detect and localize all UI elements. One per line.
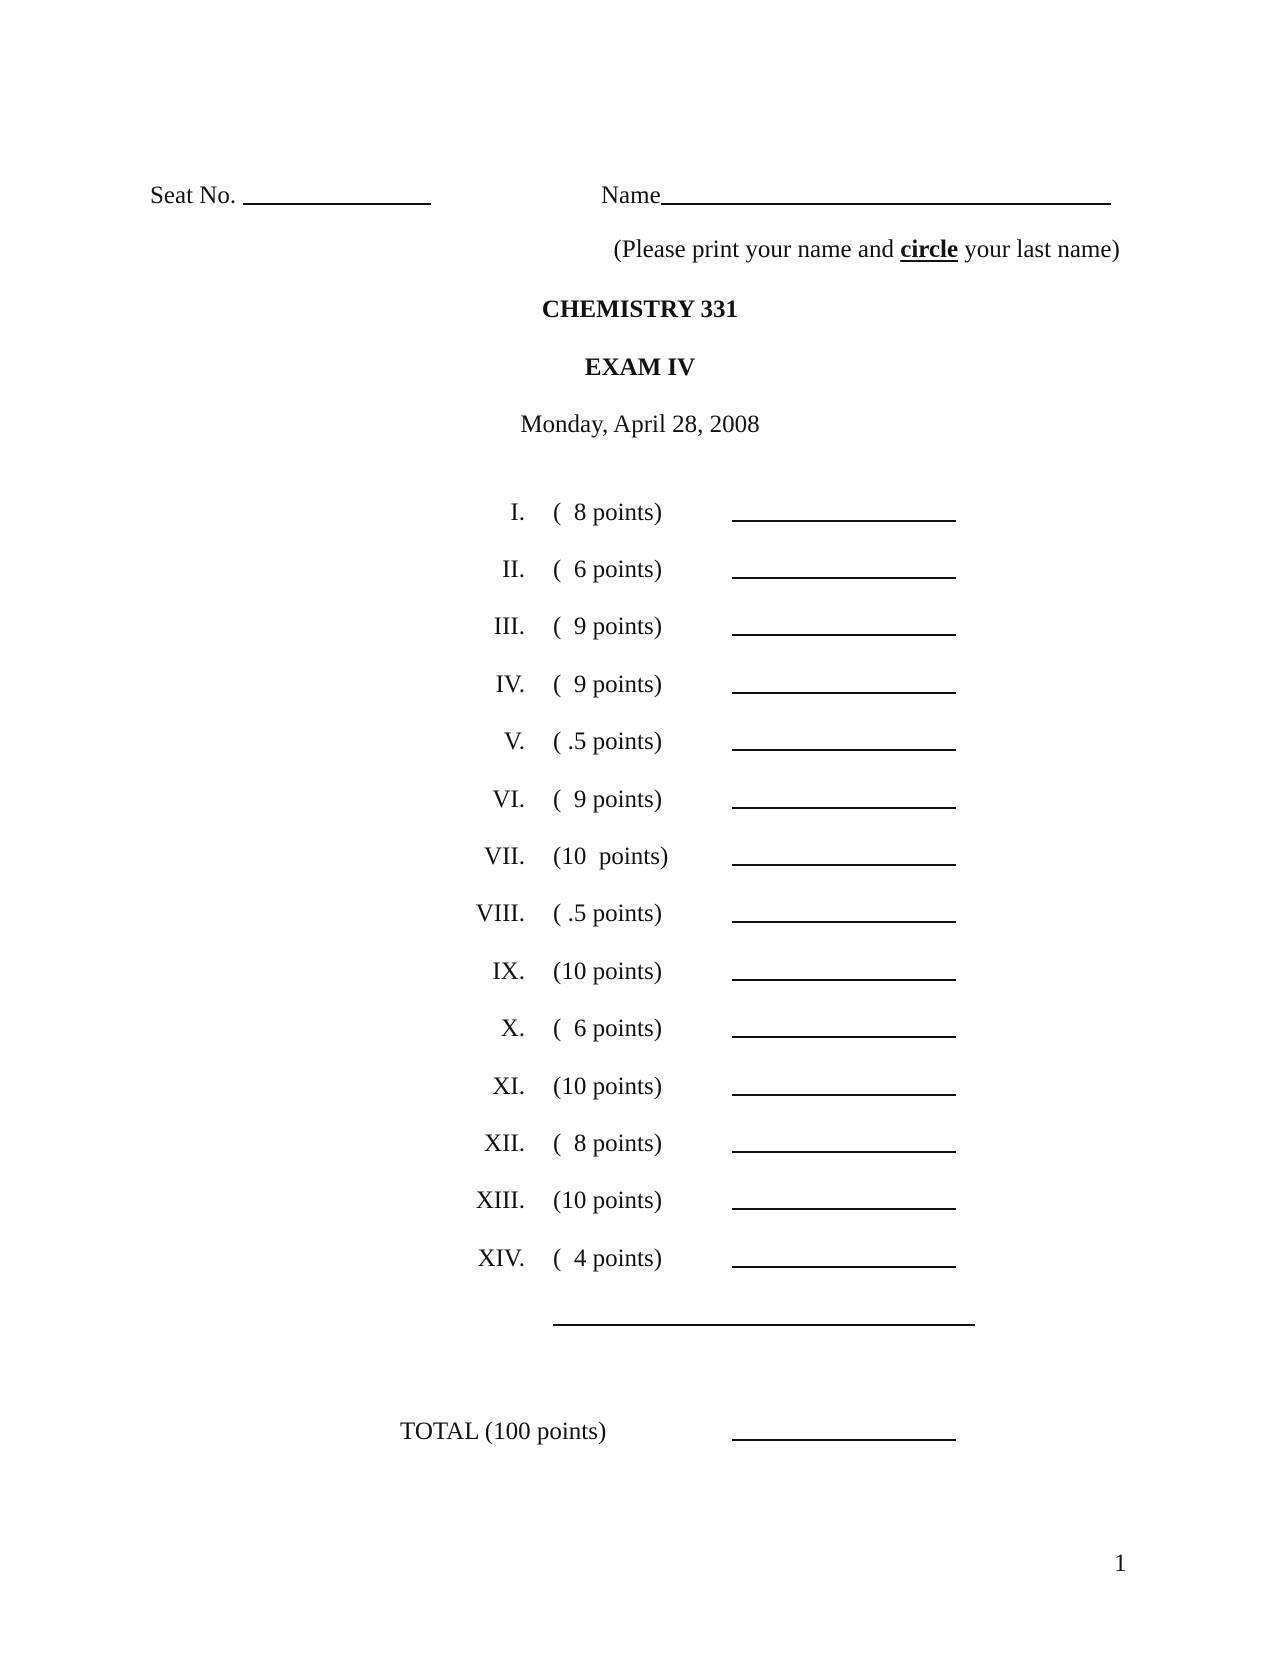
question-numeral: XIII.: [475, 1187, 525, 1214]
question-points: ( 4 points): [553, 1245, 663, 1272]
question-points: ( .5 points): [553, 900, 663, 927]
question-points: (10 points): [553, 1187, 663, 1214]
score-field[interactable]: [732, 979, 956, 981]
score-field[interactable]: [732, 1151, 956, 1153]
question-points: ( 9 points): [553, 613, 663, 640]
question-numeral: IV.: [495, 671, 525, 698]
instruction-before: (Please print your name and: [613, 236, 901, 263]
question-numeral: XI.: [492, 1073, 525, 1100]
question-numeral: IX.: [492, 958, 525, 985]
name-label: Name: [601, 182, 661, 209]
score-field[interactable]: [732, 1094, 956, 1096]
score-field[interactable]: [732, 634, 956, 636]
score-field[interactable]: [732, 807, 956, 809]
question-numeral: XIV.: [477, 1245, 525, 1272]
question-points: ( 6 points): [553, 1015, 663, 1042]
score-field[interactable]: [732, 749, 956, 751]
question-points: ( 8 points): [553, 499, 663, 526]
question-numeral: V.: [503, 728, 525, 755]
instruction-emphasis: circle: [900, 236, 959, 263]
name-instruction: [601, 212, 1120, 262]
question-points: ( 8 points): [553, 1130, 663, 1157]
question-points: (10 points): [553, 843, 669, 870]
question-points: ( 9 points): [553, 786, 663, 813]
score-field[interactable]: [732, 692, 956, 694]
question-numeral: II.: [502, 556, 525, 583]
page-number: 1: [1114, 1550, 1127, 1577]
question-numeral: X.: [500, 1015, 525, 1042]
instruction-after: your last name): [958, 236, 1120, 263]
question-points: ( .5 points): [553, 728, 663, 755]
total-score-field[interactable]: [732, 1439, 956, 1441]
question-numeral: VIII.: [475, 900, 525, 927]
question-points: (10 points): [553, 958, 663, 985]
score-field[interactable]: [732, 1208, 956, 1210]
question-numeral: III.: [493, 613, 525, 640]
question-numeral: VI.: [492, 786, 525, 813]
name-field[interactable]: [661, 203, 1111, 205]
sum-divider: [553, 1324, 975, 1326]
question-points: ( 9 points): [553, 671, 663, 698]
question-numeral: XII.: [484, 1130, 525, 1157]
score-field[interactable]: [732, 864, 956, 866]
score-field[interactable]: [732, 577, 956, 579]
score-field[interactable]: [732, 520, 956, 522]
question-points: ( 6 points): [553, 556, 663, 583]
score-field[interactable]: [732, 921, 956, 923]
total-label: TOTAL (100 points): [400, 1418, 607, 1445]
exam-title: EXAM IV: [584, 354, 696, 381]
seat-label: Seat No.: [150, 182, 237, 209]
score-field[interactable]: [732, 1266, 956, 1268]
question-points: (10 points): [553, 1073, 663, 1100]
question-numeral: VII.: [484, 843, 525, 870]
score-field[interactable]: [732, 1036, 956, 1038]
seat-number-field[interactable]: [243, 203, 431, 205]
course-title: CHEMISTRY 331: [541, 296, 739, 323]
exam-date: Monday, April 28, 2008: [520, 411, 760, 438]
question-numeral: I.: [510, 499, 525, 526]
